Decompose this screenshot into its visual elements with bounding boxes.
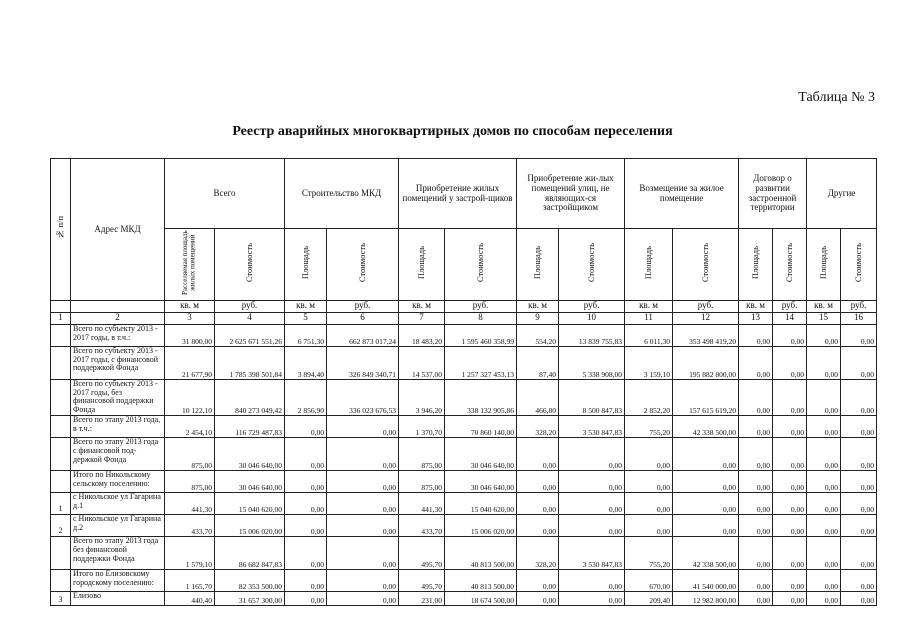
value-cell: 0,00 bbox=[625, 438, 673, 471]
value-cell: 3 159,10 bbox=[625, 346, 673, 379]
header-cost: Стоимость bbox=[445, 229, 517, 301]
value-cell: 0,00 bbox=[807, 346, 841, 379]
value-cell: 336 023 676,53 bbox=[327, 379, 399, 415]
table-row bbox=[51, 515, 877, 537]
value-cell: 875,00 bbox=[165, 438, 215, 471]
row-index bbox=[51, 537, 71, 570]
value-cell: 0,00 bbox=[773, 471, 807, 493]
value-cell: 2 454,10 bbox=[165, 416, 215, 438]
value-cell: 15 006 020,00 bbox=[445, 515, 517, 537]
table-row bbox=[51, 592, 877, 606]
value-cell: 495,70 bbox=[399, 537, 445, 570]
table-number: Таблица № 3 bbox=[798, 90, 875, 105]
row-address: Всего по субъекту 2013 - 2017 годы, в т.ч.: bbox=[71, 324, 165, 346]
column-number-cell: 7 bbox=[399, 312, 445, 324]
value-cell: 0,00 bbox=[841, 515, 877, 537]
row-address: с Никольское ул Гагарина д.1 bbox=[71, 493, 165, 515]
table-row bbox=[51, 416, 877, 438]
value-cell: 0,00 bbox=[327, 493, 399, 515]
row-index bbox=[51, 379, 71, 415]
value-cell: 231,00 bbox=[399, 592, 445, 606]
document-title: Реестр аварийных многоквартирных домов по способам переселения bbox=[232, 124, 673, 139]
value-cell: 8 500 847,83 bbox=[559, 379, 625, 415]
table-row bbox=[51, 379, 877, 415]
value-cell: 0,00 bbox=[773, 592, 807, 606]
value-cell: 0,00 bbox=[773, 379, 807, 415]
value-cell: 0,00 bbox=[807, 592, 841, 606]
value-cell: 1 370,70 bbox=[399, 416, 445, 438]
header-cost: Стоимость bbox=[327, 229, 399, 301]
value-cell: 1 257 327 453,13 bbox=[445, 346, 517, 379]
value-cell: 0,00 bbox=[841, 346, 877, 379]
table-row bbox=[51, 324, 877, 346]
value-cell: 40 813 500,00 bbox=[445, 537, 517, 570]
value-cell: 1 595 460 358,99 bbox=[445, 324, 517, 346]
value-cell: 1 165,70 bbox=[165, 570, 215, 592]
header-cost: Стоимость bbox=[773, 229, 807, 301]
registry-table bbox=[50, 158, 877, 606]
value-cell: 0,00 bbox=[773, 493, 807, 515]
column-number-cell: 6 bbox=[327, 312, 399, 324]
units-row bbox=[51, 300, 877, 312]
value-cell: 70 860 140,00 bbox=[445, 416, 517, 438]
value-cell: 0,00 bbox=[625, 471, 673, 493]
value-cell: 0,00 bbox=[739, 324, 773, 346]
value-cell: 433,70 bbox=[399, 515, 445, 537]
value-cell: 0,00 bbox=[807, 537, 841, 570]
row-address: Всего по этапу 2013 года без финансовой поддержки Фонда bbox=[71, 537, 165, 570]
value-cell: 755,20 bbox=[625, 416, 673, 438]
value-cell: 15 006 020,00 bbox=[215, 515, 285, 537]
header-address: Адрес МКД bbox=[71, 159, 165, 301]
value-cell: 0,00 bbox=[841, 592, 877, 606]
unit-cell: кв. м bbox=[285, 300, 327, 312]
value-cell: 0,00 bbox=[739, 416, 773, 438]
value-cell: 0,00 bbox=[841, 379, 877, 415]
value-cell: 0,00 bbox=[559, 438, 625, 471]
value-cell: 875,00 bbox=[399, 471, 445, 493]
header-group-compensation: Возмещение за жилое помещение bbox=[625, 159, 739, 229]
value-cell: 0,00 bbox=[807, 570, 841, 592]
value-cell: 1 785 398 501,84 bbox=[215, 346, 285, 379]
value-cell: 0,00 bbox=[739, 438, 773, 471]
value-cell: 18 674 500,00 bbox=[445, 592, 517, 606]
value-cell: 157 615 619,20 bbox=[673, 379, 739, 415]
value-cell: 0,00 bbox=[739, 515, 773, 537]
value-cell: 0,00 bbox=[285, 592, 327, 606]
value-cell: 0,00 bbox=[807, 438, 841, 471]
unit-cell: кв. м bbox=[517, 300, 559, 312]
unit-cell: руб. bbox=[327, 300, 399, 312]
table-body bbox=[51, 324, 877, 605]
value-cell: 116 729 487,83 bbox=[215, 416, 285, 438]
value-cell: 3 894,40 bbox=[285, 346, 327, 379]
value-cell: 40 813 500,00 bbox=[445, 570, 517, 592]
value-cell: 2 856,90 bbox=[285, 379, 327, 415]
value-cell: 0,00 bbox=[773, 537, 807, 570]
unit-cell: руб. bbox=[215, 300, 285, 312]
value-cell: 42 338 500,00 bbox=[673, 416, 739, 438]
value-cell: 495,70 bbox=[399, 570, 445, 592]
header-group-total: Всего bbox=[165, 159, 285, 229]
value-cell: 875,00 bbox=[399, 438, 445, 471]
value-cell: 0,00 bbox=[841, 438, 877, 471]
value-cell: 30 046 640,00 bbox=[445, 438, 517, 471]
value-cell: 0,00 bbox=[327, 592, 399, 606]
value-cell: 2 852,20 bbox=[625, 379, 673, 415]
value-cell: 0,00 bbox=[559, 493, 625, 515]
value-cell: 86 682 847,83 bbox=[215, 537, 285, 570]
column-number-cell: 3 bbox=[165, 312, 215, 324]
value-cell: 15 040 620,00 bbox=[445, 493, 517, 515]
value-cell: 3 946,20 bbox=[399, 379, 445, 415]
header-area: Площадь bbox=[807, 229, 841, 301]
value-cell: 338 132 905,86 bbox=[445, 379, 517, 415]
row-index bbox=[51, 471, 71, 493]
value-cell: 10 122,10 bbox=[165, 379, 215, 415]
value-cell: 0,00 bbox=[327, 471, 399, 493]
value-cell: 0,00 bbox=[807, 379, 841, 415]
value-cell: 0,00 bbox=[559, 570, 625, 592]
header-area: Площадь bbox=[625, 229, 673, 301]
value-cell: 0,00 bbox=[773, 515, 807, 537]
value-cell: 0,00 bbox=[517, 471, 559, 493]
value-cell: 326 849 340,71 bbox=[327, 346, 399, 379]
value-cell: 0,00 bbox=[285, 471, 327, 493]
value-cell: 2 625 671 551,26 bbox=[215, 324, 285, 346]
value-cell: 0,00 bbox=[517, 515, 559, 537]
value-cell: 18 483,20 bbox=[399, 324, 445, 346]
value-cell: 87,40 bbox=[517, 346, 559, 379]
header-group-non-developers: Приобретение жи-лых помещений улиц, не являющих-ся застройщиком bbox=[517, 159, 625, 229]
value-cell: 31 800,00 bbox=[165, 324, 215, 346]
value-cell: 0,00 bbox=[559, 515, 625, 537]
row-index bbox=[51, 346, 71, 379]
value-cell: 0,00 bbox=[773, 346, 807, 379]
unit-cell: руб. bbox=[559, 300, 625, 312]
row-index: 2 bbox=[51, 515, 71, 537]
value-cell: 0,00 bbox=[807, 324, 841, 346]
column-number-cell: 15 bbox=[807, 312, 841, 324]
unit-cell: кв. м bbox=[625, 300, 673, 312]
value-cell: 0,00 bbox=[327, 438, 399, 471]
column-number-cell: 12 bbox=[673, 312, 739, 324]
row-index: 1 bbox=[51, 493, 71, 515]
value-cell: 840 273 049,42 bbox=[215, 379, 285, 415]
value-cell: 12 982 800,00 bbox=[673, 592, 739, 606]
value-cell: 0,00 bbox=[807, 515, 841, 537]
value-cell: 0,00 bbox=[841, 471, 877, 493]
value-cell: 0,00 bbox=[327, 416, 399, 438]
row-address: Елизово bbox=[71, 592, 165, 606]
row-index bbox=[51, 324, 71, 346]
value-cell: 0,00 bbox=[773, 324, 807, 346]
value-cell: 0,00 bbox=[673, 471, 739, 493]
header-group-developers: Приобретение жилых помещений у застрой-щиков bbox=[399, 159, 517, 229]
value-cell: 755,20 bbox=[625, 537, 673, 570]
row-index bbox=[51, 416, 71, 438]
value-cell: 0,00 bbox=[559, 471, 625, 493]
header-num: № п/п bbox=[51, 159, 71, 301]
table-row bbox=[51, 537, 877, 570]
value-cell: 0,00 bbox=[739, 570, 773, 592]
value-cell: 6 751,30 bbox=[285, 324, 327, 346]
column-number-cell: 10 bbox=[559, 312, 625, 324]
value-cell: 0,00 bbox=[285, 493, 327, 515]
row-address: Всего по этапу 2013 года с финансовой под-держкой Фонда bbox=[71, 438, 165, 471]
header-group-development-contract: Договор о развитии застроенной территории bbox=[739, 159, 807, 229]
value-cell: 42 338 500,00 bbox=[673, 537, 739, 570]
column-number-cell: 14 bbox=[773, 312, 807, 324]
value-cell: 209,40 bbox=[625, 592, 673, 606]
table-row bbox=[51, 570, 877, 592]
value-cell: 670,00 bbox=[625, 570, 673, 592]
value-cell: 1 579,10 bbox=[165, 537, 215, 570]
value-cell: 353 498 419,20 bbox=[673, 324, 739, 346]
value-cell: 30 046 640,00 bbox=[445, 471, 517, 493]
value-cell: 30 046 640,00 bbox=[215, 438, 285, 471]
unit-cell: руб. bbox=[773, 300, 807, 312]
row-index bbox=[51, 438, 71, 471]
column-number-cell: 13 bbox=[739, 312, 773, 324]
value-cell: 466,80 bbox=[517, 379, 559, 415]
value-cell: 0,00 bbox=[807, 416, 841, 438]
value-cell: 0,00 bbox=[841, 324, 877, 346]
value-cell: 0,00 bbox=[841, 537, 877, 570]
value-cell: 0,00 bbox=[739, 471, 773, 493]
header-group-construction: Строительство МКД bbox=[285, 159, 399, 229]
value-cell: 0,00 bbox=[739, 379, 773, 415]
column-number-cell: 9 bbox=[517, 312, 559, 324]
unit-cell: кв. м bbox=[807, 300, 841, 312]
column-number-cell: 16 bbox=[841, 312, 877, 324]
value-cell: 433,70 bbox=[165, 515, 215, 537]
header-area: Площадь bbox=[399, 229, 445, 301]
row-address: Всего по этапу 2013 года, в т.ч.: bbox=[71, 416, 165, 438]
value-cell: 21 677,90 bbox=[165, 346, 215, 379]
header-cost: Стоимость bbox=[215, 229, 285, 301]
value-cell: 0,00 bbox=[327, 515, 399, 537]
header-area: Площадь bbox=[517, 229, 559, 301]
value-cell: 0,00 bbox=[673, 438, 739, 471]
row-index bbox=[51, 570, 71, 592]
value-cell: 30 046 640,00 bbox=[215, 471, 285, 493]
header-area: Площадь bbox=[739, 229, 773, 301]
value-cell: 0,00 bbox=[739, 592, 773, 606]
value-cell: 0,00 bbox=[285, 515, 327, 537]
value-cell: 0,00 bbox=[517, 592, 559, 606]
value-cell: 13 839 755,83 bbox=[559, 324, 625, 346]
row-address: Всего по субъекту 2013 - 2017 годы, с финансовой поддержкой Фонда bbox=[71, 346, 165, 379]
value-cell: 6 011,30 bbox=[625, 324, 673, 346]
value-cell: 0,00 bbox=[517, 438, 559, 471]
value-cell: 195 882 800,00 bbox=[673, 346, 739, 379]
column-number-cell: 5 bbox=[285, 312, 327, 324]
row-address: с Никольское ул Гагарина д.2 bbox=[71, 515, 165, 537]
row-address: Всего по субъекту 2013 - 2017 годы, без финансовой поддержки Фонда bbox=[71, 379, 165, 415]
value-cell: 0,00 bbox=[517, 570, 559, 592]
value-cell: 0,00 bbox=[285, 570, 327, 592]
unit-cell: руб. bbox=[673, 300, 739, 312]
value-cell: 0,00 bbox=[625, 493, 673, 515]
unit-cell: кв. м bbox=[739, 300, 773, 312]
unit-cell: кв. м bbox=[399, 300, 445, 312]
value-cell: 3 530 847,83 bbox=[559, 537, 625, 570]
value-cell: 0,00 bbox=[285, 537, 327, 570]
column-number-cell: 8 bbox=[445, 312, 517, 324]
value-cell: 0,00 bbox=[327, 570, 399, 592]
value-cell: 440,40 bbox=[165, 592, 215, 606]
value-cell: 0,00 bbox=[517, 493, 559, 515]
column-number-cell: 2 bbox=[71, 312, 165, 324]
table-row bbox=[51, 438, 877, 471]
value-cell: 0,00 bbox=[773, 570, 807, 592]
row-address: Итого по Никольскому сельскому поселению: bbox=[71, 471, 165, 493]
header-cost: Стоимость bbox=[673, 229, 739, 301]
value-cell: 0,00 bbox=[285, 438, 327, 471]
unit-cell: руб. bbox=[841, 300, 877, 312]
table-row bbox=[51, 471, 877, 493]
value-cell: 15 040 620,00 bbox=[215, 493, 285, 515]
header-cost: Стоимость bbox=[559, 229, 625, 301]
value-cell: 0,00 bbox=[739, 537, 773, 570]
value-cell: 328,20 bbox=[517, 537, 559, 570]
column-number-cell: 4 bbox=[215, 312, 285, 324]
value-cell: 82 353 500,00 bbox=[215, 570, 285, 592]
value-cell: 0,00 bbox=[285, 416, 327, 438]
value-cell: 0,00 bbox=[841, 416, 877, 438]
unit-cell: руб. bbox=[445, 300, 517, 312]
value-cell: 441,30 bbox=[399, 493, 445, 515]
value-cell: 0,00 bbox=[739, 346, 773, 379]
header-area: Площадь bbox=[285, 229, 327, 301]
row-address: Итого по Елизовскому городскому поселению: bbox=[71, 570, 165, 592]
value-cell: 0,00 bbox=[327, 537, 399, 570]
header-cost: Стоимость bbox=[841, 229, 877, 301]
value-cell: 0,00 bbox=[673, 515, 739, 537]
value-cell: 875,00 bbox=[165, 471, 215, 493]
value-cell: 441,30 bbox=[165, 493, 215, 515]
column-number-cell: 11 bbox=[625, 312, 673, 324]
value-cell: 328,20 bbox=[517, 416, 559, 438]
value-cell: 0,00 bbox=[841, 493, 877, 515]
value-cell: 662 873 017,24 bbox=[327, 324, 399, 346]
table-row bbox=[51, 493, 877, 515]
value-cell: 0,00 bbox=[559, 592, 625, 606]
value-cell: 41 540 000,00 bbox=[673, 570, 739, 592]
value-cell: 0,00 bbox=[673, 493, 739, 515]
value-cell: 0,00 bbox=[841, 570, 877, 592]
value-cell: 0,00 bbox=[807, 493, 841, 515]
value-cell: 0,00 bbox=[773, 416, 807, 438]
column-number-cell: 1 bbox=[51, 312, 71, 324]
column-numbers-row bbox=[51, 312, 877, 324]
value-cell: 554,20 bbox=[517, 324, 559, 346]
header-group-other: Другие bbox=[807, 159, 877, 229]
header-total-area: Расселяемая площадь жилых помещений bbox=[165, 229, 215, 301]
value-cell: 31 657 300,00 bbox=[215, 592, 285, 606]
value-cell: 5 338 908,00 bbox=[559, 346, 625, 379]
value-cell: 0,00 bbox=[739, 493, 773, 515]
value-cell: 0,00 bbox=[807, 471, 841, 493]
row-index: 3 bbox=[51, 592, 71, 606]
table-row bbox=[51, 346, 877, 379]
value-cell: 0,00 bbox=[625, 515, 673, 537]
value-cell: 0,00 bbox=[773, 438, 807, 471]
value-cell: 14 537,00 bbox=[399, 346, 445, 379]
unit-cell: кв. м bbox=[165, 300, 215, 312]
value-cell: 3 530 847,83 bbox=[559, 416, 625, 438]
